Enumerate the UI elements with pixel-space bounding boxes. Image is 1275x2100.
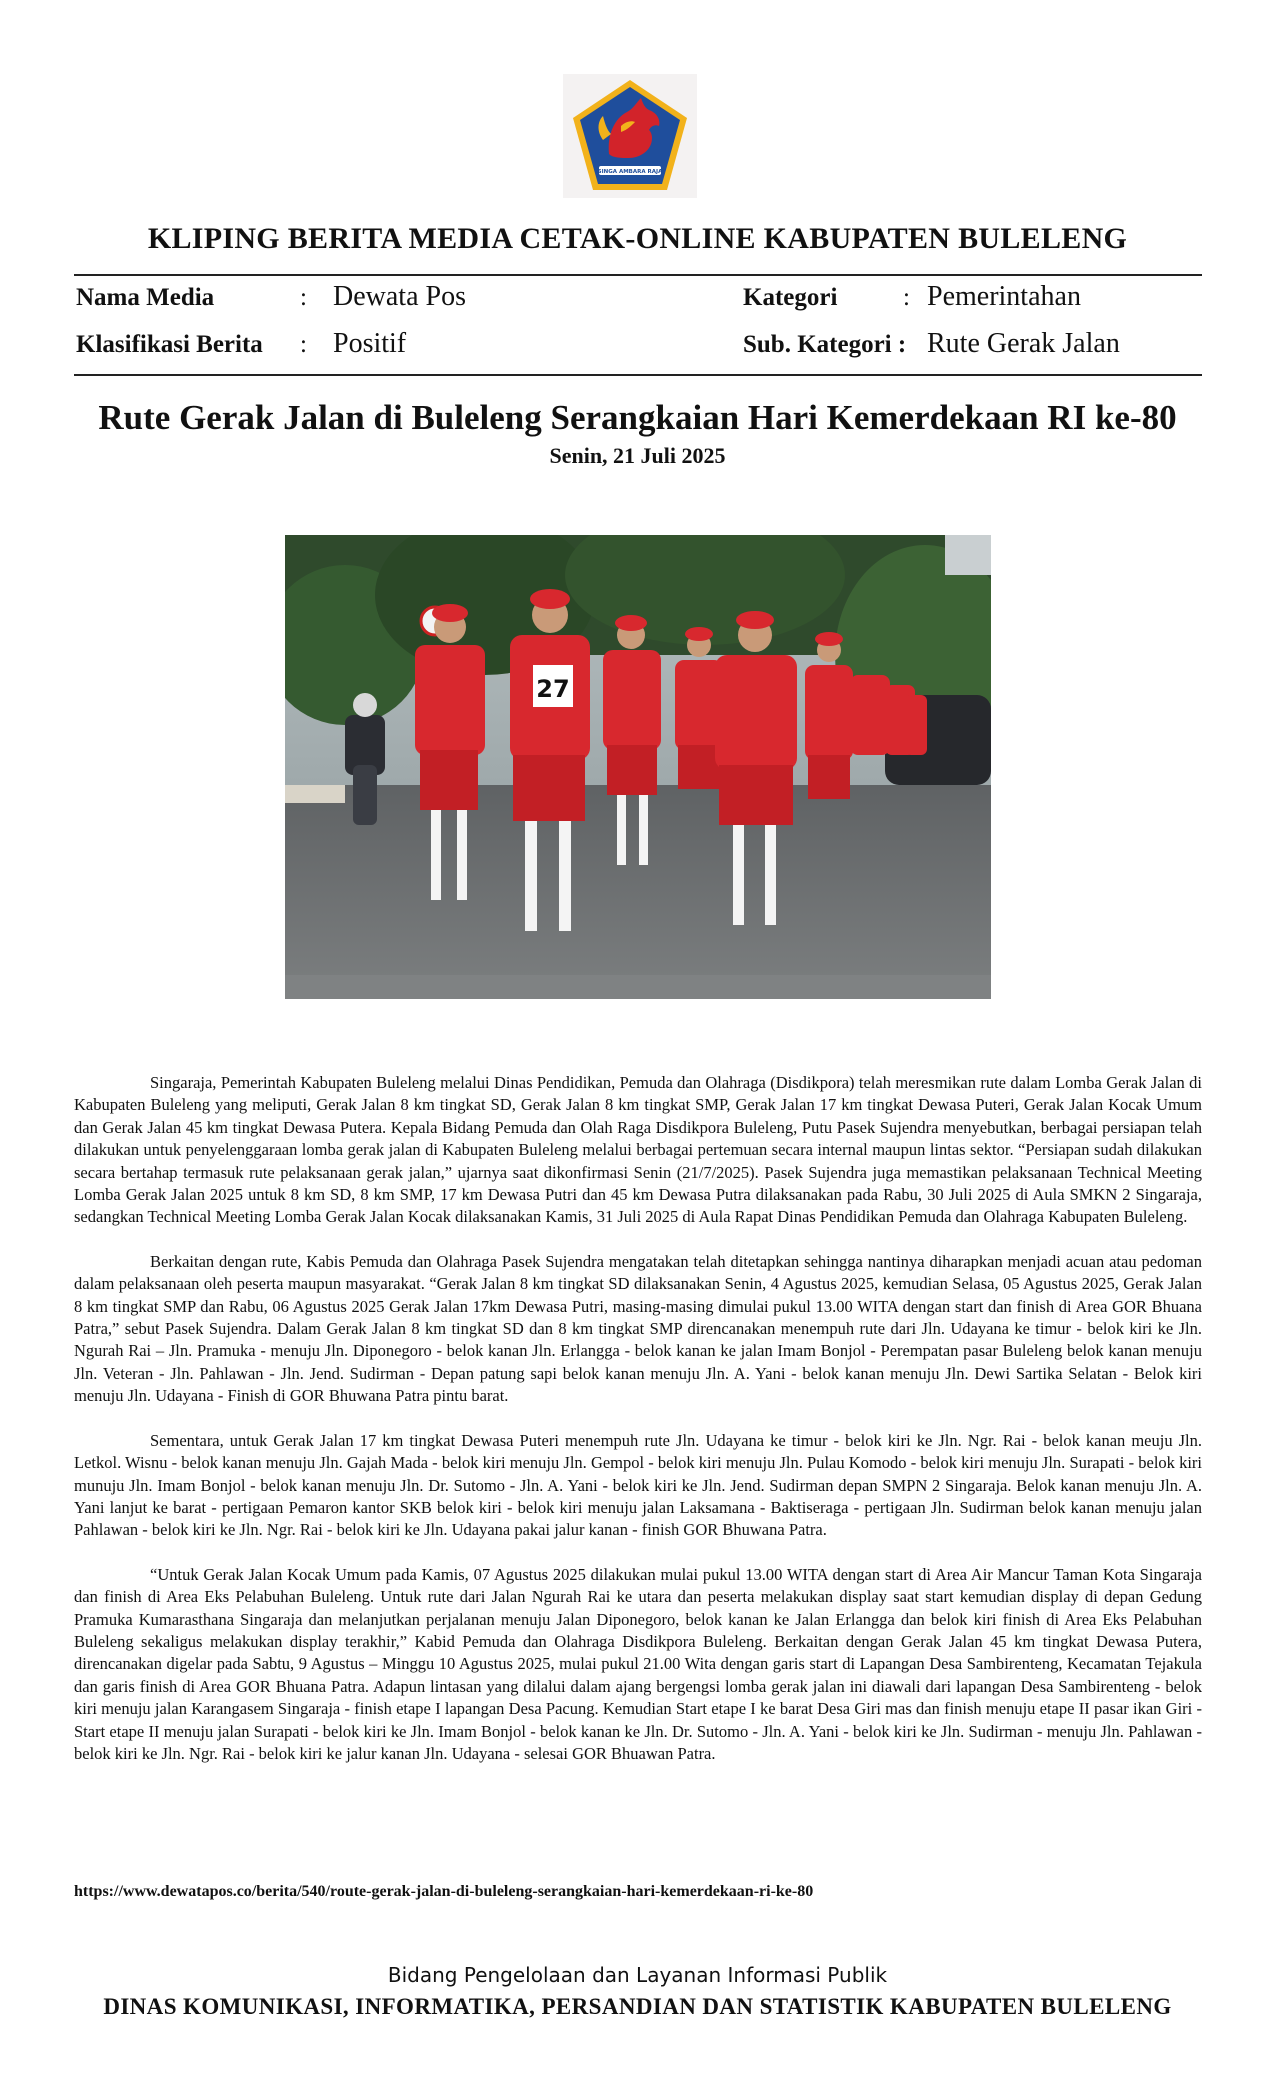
category-label: Kategori: [743, 284, 838, 311]
article-paragraph-4: “Untuk Gerak Jalan Kocak Umum pada Kamis, 07 Agustus 2025 dilakukan mulai pukul 13.00 WITA dengan start di Area Air Mancur Taman Kota Singaraja dan finish di Area Eks Pelabuhan Buleleng. Untuk rute dari Jalan Ngurah Rai ke utara dan peserta melakukan display saat start kemudian display di depan Gedung Pramuka Kumarasthana Singaraja dan melanjutkan perjalanan menuju Jalan Diponegoro, belok kanan ke Jalan Erlangga dan belok kiri finish di Area Eks Pelabuhan Buleleng sekaligus melakukan display terakhir,” Kabid Pemuda dan Olahraga Disdikpora Buleleng. Berkaitan dengan Gerak Jalan 45 km tingkat Dewasa Putera, direncanakan digelar pada Sabtu, 9 Agustus – Minggu 10 Agustus 2025, mulai pukul 21.00 Wita dengan garis start di Lapangan Desa Sambirenteng, Kecamatan Tejakula dan garis finish di Area GOR Bhuana Patra. Adapun lintasan yang dilalui dalam ajang bergengsi lomba gerak jalan ini diawali dari lapangan Desa Sambirenteng - belok kiri menuju jalan Karangasem Singaraja - finish etape I lapangan Desa Pacung. Kemudian Start etape I ke barat Desa Giri mas dan finish menuju etape II pasar ikan Giri - Start etape II menuju jalan Surapati - belok kiri ke Jln. Imam Bonjol - belok kanan ke Jln. Dr. Sutomo - Jln. A. Yani - belok kiri ke Jln. Sudirman - menuju Jln. Pahlawan - belok kiri ke Jln. Ngr. Rai - belok kiri ke jalur kanan Jln. Udayana - selesai GOR Bhuawan Patra.: [74, 1564, 1202, 1763]
classification-label: Klasifikasi Berita: [76, 331, 263, 358]
article-paragraph-3: Sementara, untuk Gerak Jalan 17 km tingkat Dewasa Puteri menempuh rute Jln. Udayana ke timur - belok kiri ke Jln. Ngr. Rai - belok kanan meuju Jln. Letkol. Wisnu - belok kanan menuju Jln. Gajah Mada - belok kiri menuju Jln. Gempol - belok kiri menuju Jln. Pulau Komodo - belok kiri menuju Jln. Surapati - belok kiri munuju Jln. Imam Bonjol - belok kanan menuju Jln. Dr. Sutomo - Jln. A. Yani - belok kiri ke Jln. Jend. Sudirman depan SMPN 2 Singaraja. Belok kanan menuju Jln. A. Yani lanjut ke barat - pertigaan Pemaron kantor SKB belok kiri - belok kiri menuju jalan Laksamana - Baktiseraga - pertigaan Jln. Sudirman belok kanan menuju jalan Pahlawan - belok kiri ke Jln. Ngr. Rai - belok kiri ke Jln. Udayana pakai jalur kanan - finish GOR Bhuwana Patra.: [74, 1430, 1202, 1540]
media-label: Nama Media: [76, 284, 215, 311]
classification-colon: :: [300, 331, 307, 358]
article-date: Senin, 21 Juli 2025: [549, 443, 726, 468]
category-colon: :: [903, 284, 910, 311]
svg-text:27: 27: [536, 675, 570, 703]
subcategory-value: Rute Gerak Jalan: [927, 328, 1120, 359]
media-value: Dewata Pos: [333, 281, 466, 312]
clipping-title: KLIPING BERITA MEDIA CETAK-ONLINE KABUPATEN BULELENG: [147, 222, 1128, 255]
article-body: [74, 1072, 1202, 1787]
source-url: https://www.dewatapos.co/berita/540/route-gerak-jalan-di-buleleng-serangkaian-hari-kemerdekaan-ri-ke-80: [74, 1883, 814, 1900]
media-colon: :: [300, 284, 307, 311]
header-top-divider: [74, 274, 1202, 276]
svg-text:SINGA AMBARA RAJA: SINGA AMBARA RAJA: [597, 169, 663, 175]
article-paragraph-2: Berkaitan dengan rute, Kabis Pemuda dan Olahraga Pasek Sujendra mengatakan telah ditetapkan sehingga nantinya diharapkan menjadi acuan atau pedoman dalam pelaksanaan oleh peserta maupun masyarakat. “Gerak Jalan 8 km tingkat SD dilaksanakan Senin, 4 Agustus 2025, kemudian Selasa, 05 Agustus 2025, Gerak Jalan 8 km tingkat SMP dan Rabu, 06 Agustus 2025 Gerak Jalan 17km Dewasa Putri, masing-masing dimulai pukul 13.00 WITA dengan start dan finish di Area GOR Bhuana Patra,” sebut Pasek Sujendra. Dalam Gerak Jalan 8 km tingkat SD dan 8 km tingkat SMP direncanakan menempuh rute dari Jln. Udayana ke timur - belok kiri ke Jln. Ngurah Rai – Jln. Pramuka - menuju Jln. Diponegoro - belok kanan Jln. Erlangga - belok kanan ke jalan Imam Bonjol - Perempatan pasar Buleleng belok kanan menuju Jln. Veteran - Jln. Pahlawan - Jln. Jend. Sudirman - Depan patung sapi belok kanan menuju Jln. A. Yani - belok kanan menuju Jln. Dewi Sartika Selatan - Belok kiri menuju Jln. Udayana - Finish di GOR Bhuwana Patra pintu barat.: [74, 1251, 1202, 1406]
article-paragraph-1: Singaraja, Pemerintah Kabupaten Buleleng melalui Dinas Pendidikan, Pemuda dan Olahraga (Disdikpora) telah meresmikan rute dalam Lomba Gerak Jalan di Kabupaten Buleleng yang meliputi, Gerak Jalan 8 km tingkat SD, Gerak Jalan 8 km tingkat SMP, Gerak Jalan 17 km tingkat Dewasa Puteri, Gerak Jalan Kocak Umum dan Gerak Jalan 45 km tingkat Dewasa Putera. Kepala Bidang Pemuda dan Olah Raga Disdikpora Buleleng, Putu Pasek Sujendra menyebutkan, berbagai persiapan telah dilakukan untuk penyelenggaraan lomba gerak jalan di Kabupaten Buleleng melalui berbagai pertemuan secara internal maupun lintas sektor. “Persiapan sudah dilakukan secara bertahap termasuk rute pelaksanaan gerak jalan,” ujarnya saat dikonfirmasi Senin (21/7/2025). Pasek Sujendra juga memastikan pelaksanaan Technical Meeting Lomba Gerak Jalan 2025 untuk 8 km SD, 8 km SMP, 17 km Dewasa Putri dan 45 km Dewasa Putra dilaksanakan pada Rabu, 30 Juli 2025 di Aula SMKN 2 Singaraja, sedangkan Technical Meeting Lomba Gerak Jalan Kocak dilaksanakan Kamis, 31 Juli 2025 di Aula Rapat Dinas Pendidikan Pemuda dan Olahraga Kabupaten Buleleng.: [74, 1073, 1202, 1227]
classification-value: Positif: [333, 328, 407, 359]
header-bottom-divider: [74, 374, 1202, 376]
category-value: Pemerintahan: [927, 281, 1081, 312]
article-headline: Rute Gerak Jalan di Buleleng Serangkaian Hari Kemerdekaan RI ke-80: [98, 398, 1177, 437]
regency-logo: [563, 74, 697, 198]
footer-agency: DINAS KOMUNIKASI, INFORMATIKA, PERSANDIAN DAN STATISTIK KABUPATEN BULELENG: [103, 1994, 1172, 2019]
subcategory-label: Sub. Kategori :: [743, 331, 907, 358]
footer-department: Bidang Pengelolaan dan Layanan Informasi Publik: [387, 1963, 888, 1987]
article-photo: [285, 535, 991, 999]
